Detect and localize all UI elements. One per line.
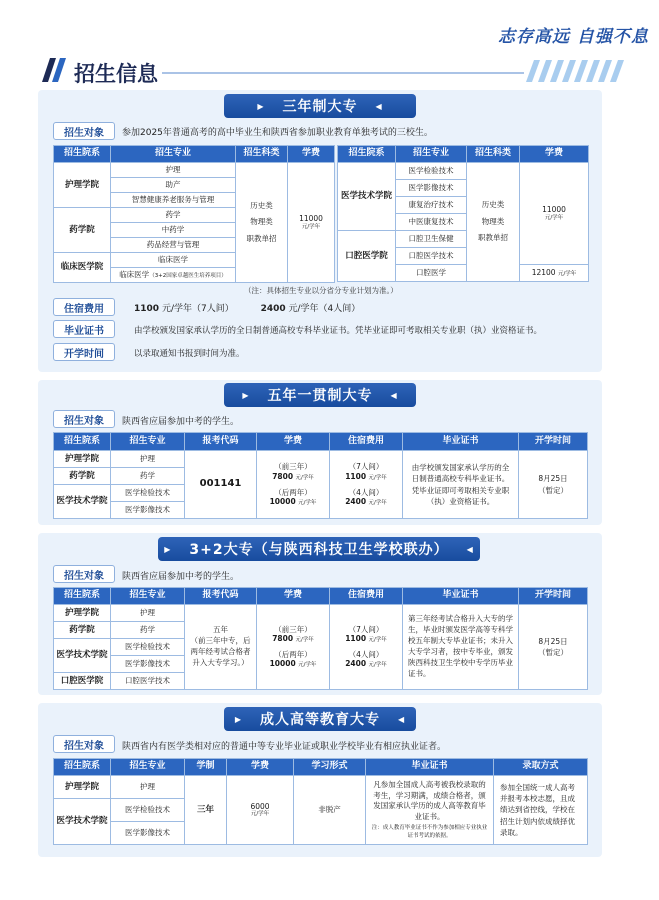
major-cell: 药学 — [111, 208, 236, 223]
major-cell: 药品经营与管理 — [111, 238, 236, 253]
title-divider — [162, 72, 524, 74]
major-cell: 临床医学 — [111, 253, 236, 268]
major-cell: 口腔卫生保健 — [396, 231, 467, 248]
room-type: （4人间） — [348, 650, 384, 659]
fee-value: 7800 — [272, 634, 294, 644]
major-cell: 护理 — [111, 605, 185, 622]
fee-value: 7800 — [272, 471, 294, 481]
start-label: 开学时间 — [53, 343, 115, 361]
major-cell: 护理 — [111, 776, 185, 799]
college-cell: 护理学院 — [54, 605, 111, 622]
lodging-text — [134, 301, 360, 314]
certificate-text: 凡参加全国成人高考被我校录取的考生，学习期满，成绩合格者，颁发国家承认学历的成人高等教育毕业证书。 — [373, 780, 486, 821]
college-cell: 医学技术学院 — [54, 485, 111, 519]
college-cell: 护理学院 — [54, 451, 111, 468]
fee-unit: 元/学年 — [295, 637, 314, 644]
certificate-label: 毕业证书 — [53, 320, 115, 338]
col-header: 学费 — [520, 146, 589, 163]
three-year-right-table — [337, 145, 589, 282]
target-label: 招生对象 — [53, 122, 115, 140]
col-header: 学费 — [257, 433, 330, 451]
col-header: 招生科类 — [467, 146, 520, 163]
fee-cell — [288, 163, 335, 283]
certificate-cell: 由学校颁发国家承认学历的全日制普通高校专科毕业证书。凭毕业证即可考取相关专业职（执）业资格证书。 — [403, 451, 519, 519]
major-cell: 口腔医学 — [396, 265, 467, 282]
major-cell: 医学影像技术 — [396, 180, 467, 197]
major-cell: 口腔医学技术 — [111, 673, 185, 690]
major-note: （3+2国家卓越医生培养项目） — [149, 273, 227, 280]
study-form-cell: 非脱产 — [294, 776, 366, 845]
col-header: 招生科类 — [236, 146, 288, 163]
lodging-value: 2400 — [345, 659, 367, 669]
major-cell: 助产 — [111, 178, 236, 193]
lodging-fee-1: 1100 — [134, 304, 160, 314]
lodging-unit: 元/学年 — [368, 499, 387, 506]
col-header: 学费 — [227, 759, 294, 776]
fee-value: 10000 — [269, 496, 296, 506]
target-text: 参加2025年普通高考的高中毕业生和陕西省参加职业教育单独考试的三校生。 — [122, 128, 433, 138]
college-cell: 药学院 — [54, 468, 111, 485]
col-header: 学费 — [288, 146, 335, 163]
room-type: （7人间） — [348, 462, 384, 472]
room-type: （4人间） — [348, 487, 384, 497]
col-header: 住宿费用 — [330, 588, 403, 605]
fee-value: 10000 — [269, 659, 296, 669]
code-cell: 001141 — [185, 451, 257, 519]
page-title: 招生信息 — [74, 62, 158, 86]
college-cell: 口腔医学院 — [338, 231, 396, 282]
col-header: 报考代码 — [185, 433, 257, 451]
major-name: 临床医学 — [119, 270, 150, 280]
major-cell: 医学影像技术 — [111, 502, 185, 519]
lodging-unit: 元/学年 — [368, 637, 387, 644]
start-text: 以录取通知书报到时间为准。 — [134, 349, 245, 359]
fee-unit: 元/学年 — [250, 811, 270, 818]
fee-period: （后两年） — [274, 650, 312, 659]
section-banner: ▶ 成人高等教育大专 ◀ — [224, 707, 416, 731]
college-cell: 护理学院 — [54, 776, 111, 799]
col-header: 录取方式 — [494, 759, 588, 776]
certificate-text: 由学校颁发国家承认学历的全日制普通高校专科毕业证书。凭毕业证即可考取相关专业职（执）业资格证书。 — [134, 326, 543, 336]
section-five-year — [38, 380, 602, 525]
college-cell: 医学技术学院 — [54, 799, 111, 845]
col-header: 招生院系 — [338, 146, 396, 163]
lodging-fee-2: 2400 — [260, 304, 286, 314]
lodging-unit: 元/学年 — [368, 662, 387, 669]
target-label: 招生对象 — [53, 410, 115, 428]
fee-period: （后两年） — [274, 487, 312, 497]
lodging-value: 1100 — [345, 471, 367, 481]
major-cell: 中医康复技术 — [396, 214, 467, 231]
duration-cell: 三年 — [185, 776, 227, 845]
col-header: 招生专业 — [111, 759, 185, 776]
category-cell: 历史类 物理类 职教单招 — [236, 163, 288, 283]
admission-cell: 参加全国统一成人高考并报考本校志愿，且成绩达到省控线，学校在招生计划内依成绩择优录取。 — [494, 776, 588, 845]
fee-cell — [227, 776, 294, 845]
code-desc: （前三年中专，后两年经考试合格者升入大专学习。） — [190, 636, 251, 667]
three-plus-two-table — [53, 587, 588, 690]
three-year-left-table — [53, 145, 335, 283]
fee-unit: 元/学年 — [301, 223, 321, 230]
major-cell: 医学影像技术 — [111, 822, 185, 845]
lodging-value: 2400 — [345, 496, 367, 506]
col-header: 招生院系 — [54, 759, 111, 776]
col-header: 毕业证书 — [403, 433, 519, 451]
fee-cell — [520, 265, 589, 282]
lodging-cell — [330, 451, 403, 519]
col-header: 住宿费用 — [330, 433, 403, 451]
col-header: 招生专业 — [111, 588, 185, 605]
section-banner: ▶ 三年制大专 ◀ — [224, 94, 416, 118]
section-three-year — [38, 90, 602, 372]
fee-unit: 元/学年 — [298, 499, 317, 506]
section-banner: ▶ 五年一贯制大专 ◀ — [224, 383, 416, 407]
code-cell — [185, 605, 257, 690]
code-title: 五年 — [213, 625, 228, 635]
major-cell: 医学检验技术 — [111, 485, 185, 502]
col-header: 招生院系 — [54, 146, 111, 163]
lodging-unit-2: 元/学年（4人间） — [288, 304, 361, 314]
fee-value: 11000 — [542, 205, 566, 215]
lodging-label: 住宿费用 — [53, 298, 115, 316]
major-cell: 药学 — [111, 622, 185, 639]
college-cell: 医学技术学院 — [54, 639, 111, 673]
section-adult-education — [38, 703, 602, 857]
target-label: 招生对象 — [53, 735, 115, 753]
major-cell: 口腔医学技术 — [396, 248, 467, 265]
target-text: 陕西省应届参加中考的学生。 — [122, 572, 240, 582]
fee-unit: 元/学年 — [298, 662, 317, 669]
col-header: 开学时间 — [519, 588, 588, 605]
target-text: 陕西省应届参加中考的学生。 — [122, 417, 240, 427]
college-cell: 临床医学院 — [54, 253, 111, 283]
major-cell — [111, 268, 236, 283]
plan-note: （注：具体招生专业以分省分专业计划为准。） — [244, 286, 398, 295]
major-cell: 护理 — [111, 163, 236, 178]
major-cell: 医学检验技术 — [111, 639, 185, 656]
certificate-cell — [366, 776, 494, 845]
col-header: 毕业证书 — [403, 588, 519, 605]
fee-period: （前三年） — [274, 462, 312, 472]
start-cell: 8月25日 （暂定） — [519, 605, 588, 690]
major-cell: 医学检验技术 — [396, 163, 467, 180]
major-cell: 中药学 — [111, 223, 236, 238]
target-label: 招生对象 — [53, 565, 115, 583]
five-year-table — [53, 432, 588, 519]
fee-unit: 元/学年 — [544, 214, 564, 221]
col-header: 招生院系 — [54, 433, 111, 451]
col-header: 学费 — [257, 588, 330, 605]
major-cell: 医学检验技术 — [111, 799, 185, 822]
certificate-note: 注：成人教育毕业证书不作为参加相应专业执业证书考试的依据。 — [371, 825, 488, 839]
college-cell: 药学院 — [54, 622, 111, 639]
fee-cell — [257, 605, 330, 690]
lodging-value: 1100 — [345, 634, 367, 644]
col-header: 学制 — [185, 759, 227, 776]
major-cell: 药学 — [111, 468, 185, 485]
fee-value: 6000 — [250, 801, 270, 811]
col-header: 开学时间 — [519, 433, 588, 451]
fee-cell — [520, 163, 589, 265]
target-text: 陕西省内有医学类相对应的普通中等专业毕业证或职业学校毕业有相应执业证者。 — [122, 742, 447, 752]
fee-cell — [257, 451, 330, 519]
col-header: 招生院系 — [54, 588, 111, 605]
slogan: 志存高远 自强不息 — [498, 27, 649, 47]
college-cell: 医学技术学院 — [338, 163, 396, 231]
col-header: 招生专业 — [111, 146, 236, 163]
col-header: 报考代码 — [185, 588, 257, 605]
fee-value: 12100 — [531, 268, 556, 278]
section-banner: ▶ 3+2大专（与陕西科技卫生学校联办） ◀ — [158, 537, 480, 561]
category-cell: 历史类 物理类 职教单招 — [467, 163, 520, 282]
major-cell: 护理 — [111, 451, 185, 468]
col-header: 招生专业 — [111, 433, 185, 451]
decorative-stripes-icon — [526, 60, 626, 82]
college-cell: 药学院 — [54, 208, 111, 253]
major-cell: 康复治疗技术 — [396, 197, 467, 214]
major-cell: 医学影像技术 — [111, 656, 185, 673]
lodging-cell — [330, 605, 403, 690]
title-slash-icon — [42, 58, 68, 82]
certificate-cell: 第三年经考试合格升入大专的学生，毕业时颁发医学高等专科学校五年制大专毕业证书；未升入大专学习者，按中专毕业，颁发陕西科技卫生学校中专学历毕业证书。 — [403, 605, 519, 690]
major-cell: 智慧健康养老服务与管理 — [111, 193, 236, 208]
adult-education-table — [53, 758, 588, 845]
lodging-unit: 元/学年 — [368, 474, 387, 481]
fee-unit: 元/学年 — [295, 474, 314, 481]
room-type: （7人间） — [348, 624, 384, 634]
college-cell: 口腔医学院 — [54, 673, 111, 690]
fee-value: 11000 — [299, 214, 323, 224]
start-cell: 8月25日 （暂定） — [519, 451, 588, 519]
college-cell: 护理学院 — [54, 163, 111, 208]
col-header: 招生专业 — [396, 146, 467, 163]
lodging-unit-1: 元/学年（7人间） — [161, 304, 234, 314]
section-3plus2 — [38, 533, 602, 695]
col-header: 毕业证书 — [366, 759, 494, 776]
fee-period: （前三年） — [274, 624, 312, 634]
fee-unit: 元/学年 — [557, 271, 577, 278]
col-header: 学习形式 — [294, 759, 366, 776]
